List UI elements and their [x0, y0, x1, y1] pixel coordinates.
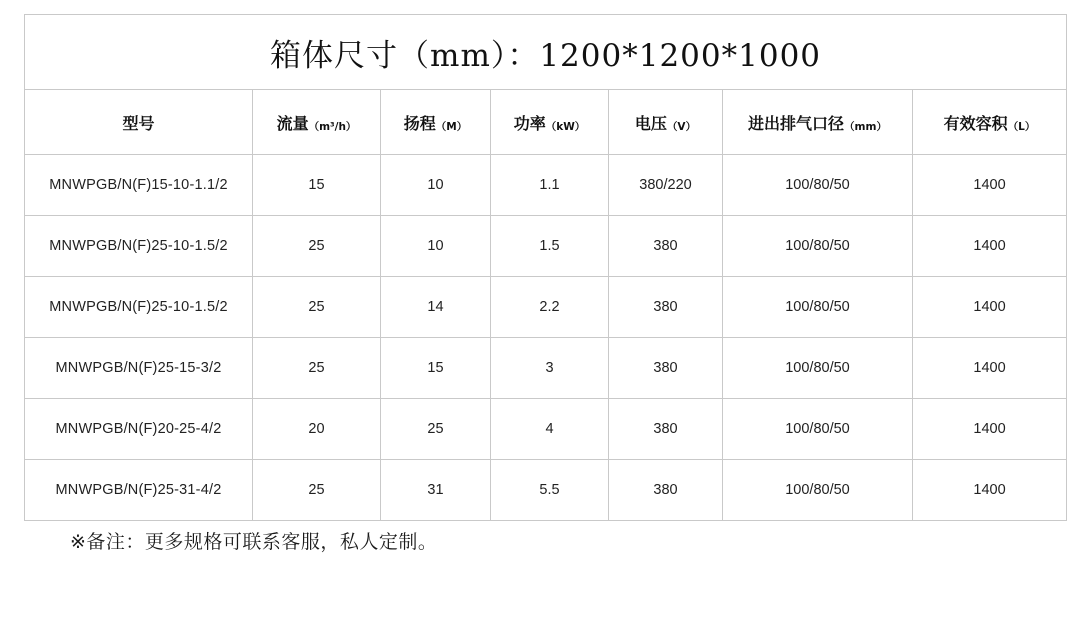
column-header-voltage-unit: （V）	[666, 120, 697, 133]
column-header-voltage	[609, 90, 723, 155]
cell-flow: 15	[253, 155, 381, 216]
column-header-head-label: 扬程	[403, 113, 436, 133]
cell-flow: 25	[253, 277, 381, 338]
cell-flow: 25	[253, 460, 381, 521]
cell-port: 100/80/50	[723, 338, 913, 399]
cell-head: 10	[381, 155, 491, 216]
cell-model: MNWPGB/N(F)25-31-4/2	[25, 460, 253, 521]
cell-flow: 25	[253, 216, 381, 277]
cell-voltage: 380	[609, 277, 723, 338]
table-row	[25, 277, 1067, 338]
cell-port: 100/80/50	[723, 277, 913, 338]
column-header-capacity	[913, 90, 1067, 155]
table-row	[25, 155, 1067, 216]
cell-capacity: 1400	[913, 155, 1067, 216]
cell-port: 100/80/50	[723, 216, 913, 277]
specification-table	[24, 14, 1067, 521]
table-title-row	[25, 15, 1067, 90]
column-header-port-label: 进出排气口径	[748, 113, 845, 133]
table-row	[25, 460, 1067, 521]
cell-power: 4	[491, 399, 609, 460]
cell-power: 5.5	[491, 460, 609, 521]
cell-flow: 25	[253, 338, 381, 399]
cell-model: MNWPGB/N(F)25-10-1.5/2	[25, 277, 253, 338]
cell-capacity: 1400	[913, 460, 1067, 521]
cell-model: MNWPGB/N(F)20-25-4/2	[25, 399, 253, 460]
cell-head: 31	[381, 460, 491, 521]
cell-port: 100/80/50	[723, 155, 913, 216]
cell-power: 2.2	[491, 277, 609, 338]
column-header-capacity-unit: （L）	[1007, 120, 1036, 133]
cell-capacity: 1400	[913, 277, 1067, 338]
cell-voltage: 380	[609, 216, 723, 277]
cell-power: 3	[491, 338, 609, 399]
column-header-flow-unit: （m³/h）	[308, 120, 357, 133]
cell-port: 100/80/50	[723, 460, 913, 521]
column-header-power-label: 功率	[513, 113, 546, 133]
table-row	[25, 399, 1067, 460]
cell-head: 15	[381, 338, 491, 399]
cell-model: MNWPGB/N(F)15-10-1.1/2	[25, 155, 253, 216]
cell-head: 25	[381, 399, 491, 460]
cell-power: 1.1	[491, 155, 609, 216]
cell-capacity: 1400	[913, 399, 1067, 460]
cell-voltage: 380	[609, 399, 723, 460]
column-header-model-label: 型号	[122, 113, 155, 133]
column-header-power	[491, 90, 609, 155]
table-header-row	[25, 90, 1067, 155]
column-header-power-unit: （kW）	[545, 120, 586, 133]
cell-port: 100/80/50	[723, 399, 913, 460]
column-header-port-unit: （mm）	[844, 120, 887, 133]
table-title: 箱体尺寸（mm）：1200*1200*1000	[25, 15, 1067, 90]
cell-head: 14	[381, 277, 491, 338]
column-header-capacity-label: 有效容积	[943, 113, 1008, 133]
cell-voltage: 380	[609, 460, 723, 521]
cell-voltage: 380/220	[609, 155, 723, 216]
cell-voltage: 380	[609, 338, 723, 399]
footnote: ※备注：更多规格可联系客服，私人定制。	[70, 531, 438, 553]
cell-model: MNWPGB/N(F)25-15-3/2	[25, 338, 253, 399]
column-header-voltage-label: 电压	[634, 113, 667, 133]
cell-head: 10	[381, 216, 491, 277]
column-header-port	[723, 90, 913, 155]
column-header-flow	[253, 90, 381, 155]
column-header-flow-label: 流量	[276, 113, 309, 133]
column-header-model	[25, 90, 253, 155]
cell-capacity: 1400	[913, 338, 1067, 399]
table-row	[25, 338, 1067, 399]
table-row	[25, 216, 1067, 277]
cell-flow: 20	[253, 399, 381, 460]
cell-capacity: 1400	[913, 216, 1067, 277]
column-header-head-unit: （M）	[435, 120, 468, 133]
cell-model: MNWPGB/N(F)25-10-1.5/2	[25, 216, 253, 277]
cell-power: 1.5	[491, 216, 609, 277]
column-header-head	[381, 90, 491, 155]
